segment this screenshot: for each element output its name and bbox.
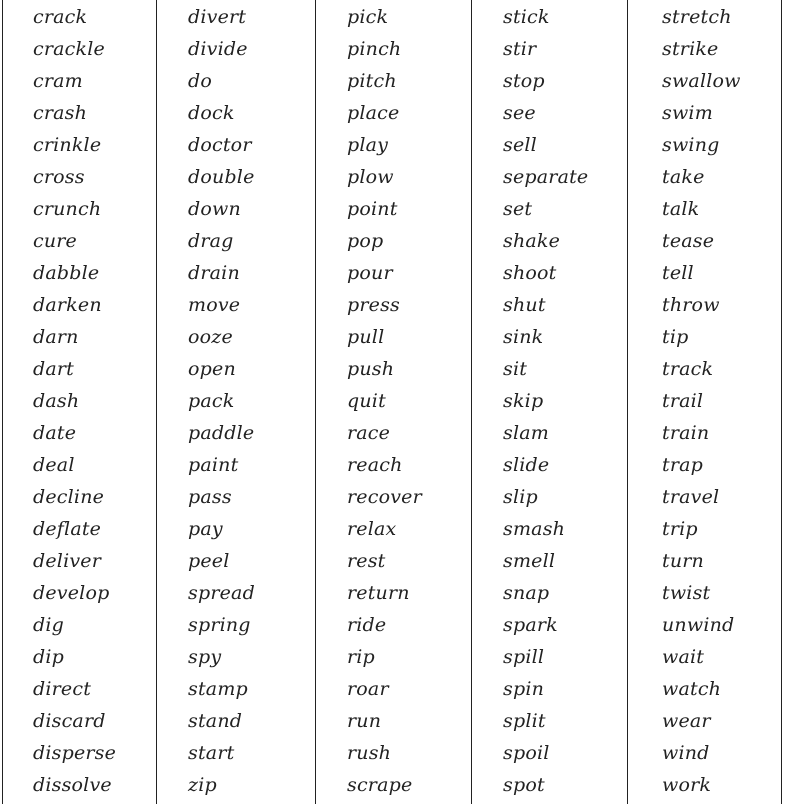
word-item: pick	[347, 6, 389, 28]
word-item: swim	[662, 102, 713, 124]
word-item: unwind	[662, 614, 735, 636]
word-item: spill	[503, 646, 545, 668]
word-item: stop	[503, 70, 545, 92]
word-item: drain	[188, 262, 240, 284]
word-item: stir	[503, 38, 537, 60]
word-item: shake	[503, 230, 561, 252]
word-item: split	[503, 710, 546, 732]
word-item: spot	[503, 774, 545, 796]
word-item: relax	[347, 518, 397, 540]
word-item: do	[188, 70, 213, 92]
word-item: divert	[188, 6, 247, 28]
word-item: crackle	[33, 38, 105, 60]
word-item: deliver	[33, 550, 102, 572]
word-item: dabble	[33, 262, 100, 284]
word-item: dip	[33, 646, 65, 668]
word-item: darken	[33, 294, 102, 316]
word-item: paint	[188, 454, 239, 476]
word-item: slam	[503, 422, 549, 444]
word-item: deal	[33, 454, 75, 476]
word-item: twist	[662, 582, 711, 604]
word-item: move	[188, 294, 241, 316]
word-item: trail	[662, 390, 704, 412]
word-item: return	[347, 582, 410, 604]
word-item: cure	[33, 230, 78, 252]
word-item: point	[347, 198, 398, 220]
word-item: trip	[662, 518, 698, 540]
word-item: pass	[188, 486, 232, 508]
word-item: separate	[503, 166, 589, 188]
table-border-right	[781, 0, 782, 804]
word-item: direct	[33, 678, 92, 700]
word-item: throw	[662, 294, 720, 316]
word-item: stand	[188, 710, 243, 732]
word-item: swallow	[662, 70, 741, 92]
word-item: spy	[188, 646, 222, 668]
word-item: peel	[188, 550, 230, 572]
word-item: dissolve	[33, 774, 112, 796]
word-item: ooze	[188, 326, 233, 348]
word-item: date	[33, 422, 77, 444]
word-item: dash	[33, 390, 80, 412]
column-divider	[627, 0, 628, 804]
word-item: crinkle	[33, 134, 102, 156]
word-item: push	[347, 358, 395, 380]
word-item: spread	[188, 582, 255, 604]
word-item: dock	[188, 102, 235, 124]
word-item: zip	[188, 774, 217, 796]
word-item: develop	[33, 582, 110, 604]
word-item: divide	[188, 38, 248, 60]
word-item: recover	[347, 486, 422, 508]
word-item: disperse	[33, 742, 117, 764]
word-item: train	[662, 422, 710, 444]
word-item: place	[347, 102, 400, 124]
table-border-left	[2, 0, 3, 804]
word-item: watch	[662, 678, 722, 700]
word-item: crash	[33, 102, 88, 124]
word-item: shoot	[503, 262, 557, 284]
word-item: sit	[503, 358, 528, 380]
word-item: pack	[188, 390, 235, 412]
word-item: slip	[503, 486, 538, 508]
word-item: sell	[503, 134, 537, 156]
word-item: quit	[347, 390, 386, 412]
word-item: race	[347, 422, 391, 444]
word-item: press	[347, 294, 400, 316]
word-item: snap	[503, 582, 550, 604]
column-divider	[315, 0, 316, 804]
word-item: dart	[33, 358, 75, 380]
word-item: tip	[662, 326, 689, 348]
word-item: deflate	[33, 518, 102, 540]
word-item: stick	[503, 6, 550, 28]
word-item: paddle	[188, 422, 255, 444]
word-item: cram	[33, 70, 83, 92]
word-item: crunch	[33, 198, 102, 220]
word-item: tease	[662, 230, 715, 252]
word-item: reach	[347, 454, 403, 476]
word-item: smell	[503, 550, 556, 572]
word-item: ride	[347, 614, 387, 636]
word-item: pull	[347, 326, 385, 348]
word-item: darn	[33, 326, 79, 348]
word-item: pitch	[347, 70, 397, 92]
word-item: wear	[662, 710, 711, 732]
word-item: down	[188, 198, 241, 220]
word-item: rip	[347, 646, 375, 668]
word-item: dig	[33, 614, 65, 636]
word-item: trap	[662, 454, 704, 476]
word-item: open	[188, 358, 236, 380]
word-item: take	[662, 166, 705, 188]
word-item: shut	[503, 294, 546, 316]
word-item: plow	[347, 166, 394, 188]
word-item: work	[662, 774, 712, 796]
word-item: double	[188, 166, 255, 188]
word-item: swing	[662, 134, 720, 156]
word-item: wait	[662, 646, 705, 668]
word-item: see	[503, 102, 536, 124]
word-item: slide	[503, 454, 550, 476]
word-item: rest	[347, 550, 386, 572]
word-item: drag	[188, 230, 234, 252]
column-divider	[471, 0, 472, 804]
word-item: start	[188, 742, 235, 764]
word-item: scrape	[347, 774, 413, 796]
word-item: discard	[33, 710, 106, 732]
word-item: decline	[33, 486, 105, 508]
word-item: spring	[188, 614, 251, 636]
word-item: travel	[662, 486, 720, 508]
word-item: pour	[347, 262, 393, 284]
word-item: skip	[503, 390, 544, 412]
word-item: pinch	[347, 38, 402, 60]
word-item: run	[347, 710, 382, 732]
word-item: sink	[503, 326, 544, 348]
word-item: set	[503, 198, 533, 220]
word-item: wind	[662, 742, 710, 764]
word-item: stretch	[662, 6, 732, 28]
word-item: turn	[662, 550, 704, 572]
word-item: smash	[503, 518, 566, 540]
word-item: strike	[662, 38, 719, 60]
word-item: rush	[347, 742, 392, 764]
word-item: track	[662, 358, 714, 380]
word-item: roar	[347, 678, 389, 700]
word-item: spin	[503, 678, 545, 700]
word-item: pop	[347, 230, 384, 252]
word-item: cross	[33, 166, 85, 188]
word-item: spark	[503, 614, 558, 636]
word-item: play	[347, 134, 389, 156]
word-item: pay	[188, 518, 223, 540]
word-item: stamp	[188, 678, 248, 700]
word-item: talk	[662, 198, 700, 220]
word-item: doctor	[188, 134, 252, 156]
word-item: tell	[662, 262, 694, 284]
column-divider	[156, 0, 157, 804]
word-item: crack	[33, 6, 88, 28]
word-item: spoil	[503, 742, 550, 764]
